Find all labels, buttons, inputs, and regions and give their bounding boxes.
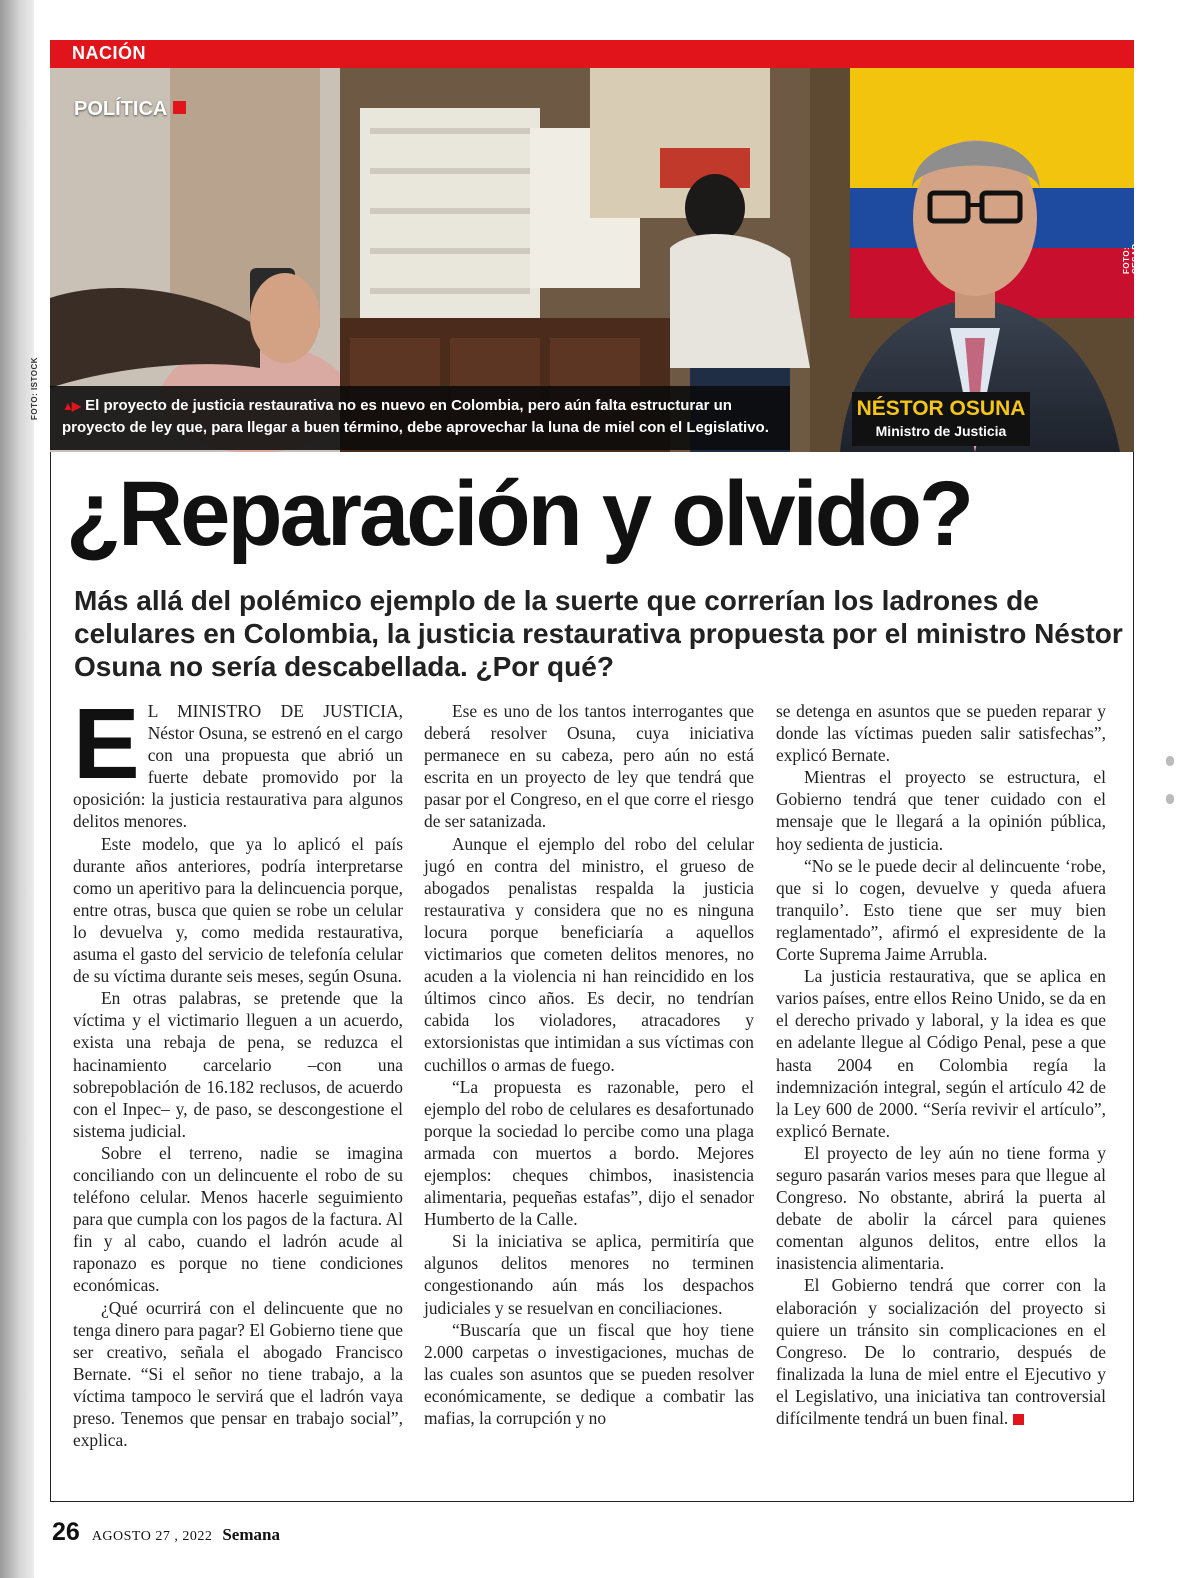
final-paragraph-text: El Gobierno tendrá que correr con la elaboración y socialización del proyecto si quiere un tránsito sin complicaciones en el Congreso. De lo contrario, después de finalizada la luna de miel entre el Ejecutivo y el Legislativo, una iniciativa tan controversial difícilmente tendrá un buen final. xyxy=(776,1275,1106,1428)
subsection-text: POLÍTICA xyxy=(74,98,168,120)
page-edge-dot xyxy=(1166,756,1174,766)
section-label: NACIÓN xyxy=(72,43,146,63)
page-footer xyxy=(52,1518,280,1547)
paragraph xyxy=(776,1274,1106,1429)
paragraph: ¿Qué ocurrirá con el delincuente que no tenga dinero para pagar? El Gobierno tiene que ser creativo, señala el abogado Francisco Bernate. “Si el señor no tiene trabajo, a la víctima tampoco le servirá que el ladrón vaya preso. Tenemos que pensar en trabajo social”, explica. xyxy=(73,1297,403,1451)
paragraph: L MINISTRO DE JUSTICIA, Néstor Osuna, se estrenó en el cargo con una propuesta que abrió un fuerte debate promovido por la oposición: la justicia restaurativa para algunos delitos menores. xyxy=(73,701,403,832)
paragraph: Sobre el terreno, nadie se imagina conciliando con un delincuente el robo de su teléfono celular. Menos hacerle seguimiento para que cumpla con los pagos de la factura. Al fin y al cabo, cuando el ladrón acude al raponazo es porque no tiene condiciones económicas. xyxy=(73,1142,403,1296)
double-arrow-icon: ▲▶ xyxy=(62,399,80,413)
article-column-1 xyxy=(73,688,403,1451)
paragraph: El proyecto de ley aún no tiene forma y seguro pasarán varios meses para que llegue al Congreso. No obstante, abrirá la puerta al debate de abolir la cárcel para quienes comentan algunos delitos, entre ellos la inasistencia alimentaria. xyxy=(776,1142,1106,1274)
article-headline: ¿Reparación y olvido? xyxy=(66,463,972,565)
caption-text: El proyecto de justicia restaurativa no es nuevo en Colombia, pero aún falta estructurar un proyecto de ley que, para llegar a buen término, debe aprovechar la luna de miel con el Legislativo. xyxy=(62,397,769,436)
photo-caption xyxy=(62,395,782,439)
paragraph: En otras palabras, se pretende que la víctima y el victimario lleguen a un acuerdo, exista una rebaja de pena, se reduzca el hacinamiento carcelario –con una sobrepoblación de 16.182 reclusos, de acuerdo con el Inpec– y, de paso, se descongestione el sistema judicial. xyxy=(73,988,403,1141)
paragraph: Mientras el proyecto se estructura, el Gobierno tendrá que tener cuidado con el mensaje que le llegará a la opinión pública, hoy sedienta de justicia. xyxy=(776,767,1106,854)
drop-cap: E xyxy=(73,688,140,800)
article-dek: Más allá del polémico ejemplo de la suerte que correrían los ladrones de celulares en Colombia, la justicia restaurativa propuesta por el ministro Néstor Osuna no sería descabellada. ¿Por qué? xyxy=(74,585,1123,682)
person-role: Ministro de Justicia xyxy=(875,423,1007,439)
paragraph: La justicia restaurativa, que se aplica en varios países, entre ellos Reino Unido, se da en el derecho privado y laboral, y la idea es que en adelante llegue al Código Penal, pese a que hasta 2004 en Colombia regía la indemnización integral, según el artículo 42 de la Ley 600 de 2000. “Sería revivir el artículo”, explicó Bernate. xyxy=(776,966,1106,1141)
paragraph: “No se le puede decir al delincuente ‘robe, que si lo cogen, devuelve y queda afuera tranquilo’. Esto tiene que ser muy bien reglamentado”, afirmó el expresidente de la Corte Suprema Jaime Arrubla. xyxy=(776,855,1106,965)
end-mark-icon xyxy=(1013,1414,1024,1425)
paragraph: Este modelo, que ya lo aplicó el país durante años anteriores, podría interpretarse como un aperitivo para la delincuencia porque, entre otras, busca que quien se robe un celular lo devuelva y, como medida restaurativa, asuma el gasto del servicio de telefonía celular de su víctima durante seis meses, según Osuna. xyxy=(73,833,403,987)
paragraph: Ese es uno de los tantos interrogantes que deberá resolver Osuna, cuya iniciativa permanece en su cabeza, pero aún no está escrita en un proyecto de ley que tendrá que pasar por el Congreso, en el que corre el riesgo de ser satanizada. xyxy=(424,701,754,832)
paragraph: “La propuesta es razonable, pero el ejemplo del robo de celulares es desafortunado porque la sociedad lo percibe como una plaga armada con muertos a bordo. Mejores ejemplos: cheques chimbos, inasistencia alimentaria, pequeñas estafas”, dijo el senador Humberto de la Calle. xyxy=(424,1076,754,1230)
paragraph: se detenga en asuntos que se pueden reparar y donde las víctimas pueden salir satisfechas”, explicó Bernate. xyxy=(776,701,1106,766)
issue-date: AGOSTO 27 , 2022 xyxy=(91,1529,213,1544)
article-column-2 xyxy=(424,700,754,1429)
magazine-name: Semana xyxy=(222,1525,280,1544)
page-gutter-shadow xyxy=(0,0,34,1578)
photo-credit-right: FOTO: CESAR CARRION xyxy=(1122,233,1149,274)
article-column-3 xyxy=(776,700,1106,1429)
page-number: 26 xyxy=(52,1518,80,1546)
page-edge-dot xyxy=(1166,794,1174,804)
photo-credit-left: FOTO: ISTOCK xyxy=(30,356,39,420)
red-square-icon xyxy=(173,101,186,114)
paragraph: Aunque el ejemplo del robo del celular jugó en contra del ministro, el grueso de abogados penalistas respalda la justicia restaurativa y considera que no es ninguna locura porque beneficiaría a aquellos victimarios que cometen delitos menores, no acuden a la violencia ni han reincidido en los últimos cinco años. Es decir, no tendrían cabida los violadores, atracadores y extorsionistas que intimidan a sus víctimas con cuchillos o armas de fuego. xyxy=(424,833,754,1075)
paragraph: Si la iniciativa se aplica, permitiría que algunos delitos menores no terminen congestionando aún más los despachos judiciales y se resuelvan en conciliaciones. xyxy=(424,1231,754,1318)
subsection-label xyxy=(74,98,186,121)
section-bar xyxy=(50,40,1134,68)
person-name: NÉSTOR OSUNA xyxy=(856,397,1026,420)
paragraph: “Buscaría que un fiscal que hoy tiene 2.000 carpetas o investigaciones, muchas de las cuales son asuntos que se pueden resolver económicamente, se dedique a combatir las mafias, la corrupción y no xyxy=(424,1319,754,1428)
